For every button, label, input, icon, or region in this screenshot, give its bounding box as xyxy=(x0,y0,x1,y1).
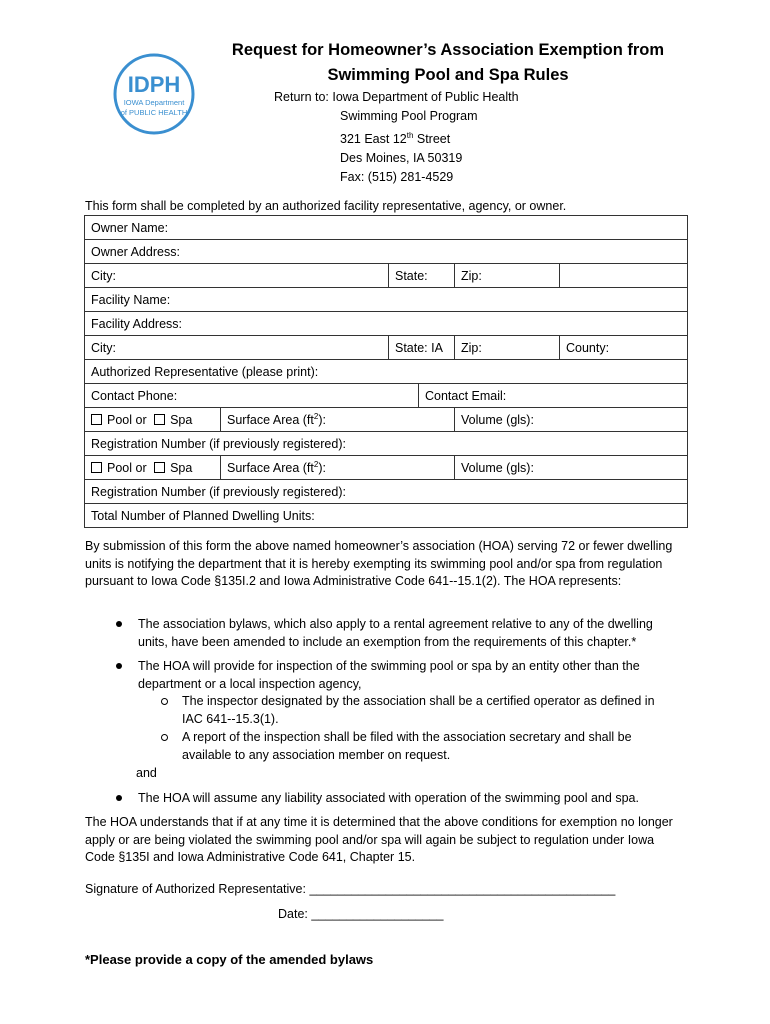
title-line1: Request for Homeowner’s Association Exemption from xyxy=(231,41,665,59)
pool-spa-cell-1: Pool or Spa xyxy=(85,408,221,432)
understands-paragraph: The HOA understands that if at any time it is determined that the above conditions for exemption no longer apply or are being violated the swimming pool and/or spa will again be subject to regulation under Iowa Code §135I and Iowa Administrative Code 641, Chapter 15. xyxy=(85,815,673,864)
sub-bullet-circle xyxy=(161,734,168,741)
facility-county-field[interactable]: County: xyxy=(560,336,688,360)
spa-checkbox-2[interactable] xyxy=(154,462,165,473)
logo-main: IDPH xyxy=(127,72,181,97)
return-program: Swimming Pool Program xyxy=(340,109,478,123)
registration-field-2[interactable]: Registration Number (if previously registered): xyxy=(85,480,688,504)
contact-email-field[interactable]: Contact Email: xyxy=(419,384,688,408)
surface-area-field-1[interactable]: Surface Area $(ft^2)$: xyxy=(221,408,455,432)
and-text: and xyxy=(136,766,157,780)
sub-bullet-circle xyxy=(161,698,168,705)
bullet-liability: The HOA will assume any liability associated with operation of the swimming pool and spa. xyxy=(138,791,639,805)
intro-text: This form shall be completed by an authorized facility representative, agency, or owner. xyxy=(85,199,567,213)
owner-extra-field[interactable] xyxy=(560,264,688,288)
bullet-bylaws: The association bylaws, which also apply to a rental agreement relative to any of the dwelling units, have been amended to include an exemption from the requirements of this chapter.* xyxy=(138,617,653,649)
title-line2: Swimming Pool and Spa Rules xyxy=(327,66,569,84)
facility-address-field[interactable]: Facility Address: xyxy=(85,312,688,336)
bullet-dot xyxy=(116,795,122,801)
sub-bullet-report: A report of the inspection shall be filed with the association secretary and shall be available to any association member on request. xyxy=(182,730,632,762)
request-form-table xyxy=(84,215,688,528)
owner-zip-field[interactable]: Zip: xyxy=(455,264,560,288)
owner-city-field[interactable]: City: xyxy=(85,264,389,288)
return-fax: Fax: (515) 281-4529 xyxy=(340,170,454,185)
facility-state-field[interactable]: State: IA xyxy=(389,336,455,360)
sub-bullet-inspector: The inspector designated by the association shall be a certified operator as defined in IAC 641--15.3(1). xyxy=(182,694,655,726)
owner-state-field[interactable]: State: xyxy=(389,264,455,288)
return-label: Return to: Iowa Department of Public Health xyxy=(274,90,519,104)
bullet-inspection: The HOA will provide for inspection of the swimming pool or spa by an entity other than the department or a local inspection agency, xyxy=(138,659,640,691)
idph-logo xyxy=(112,52,196,136)
bullet-dot xyxy=(116,621,122,627)
contact-phone-field[interactable]: Contact Phone: xyxy=(85,384,419,408)
facility-name-field[interactable]: Facility Name: xyxy=(85,288,688,312)
footnote: *Please provide a copy of the amended bylaws xyxy=(85,952,374,967)
return-city: Des Moines, IA 50319 xyxy=(340,151,463,166)
return-street: 321 East 12th Street xyxy=(340,131,451,147)
surface-area-field-2[interactable]: Surface Area $(ft^2)$: xyxy=(221,456,455,480)
auth-rep-field[interactable]: Authorized Representative (please print): xyxy=(85,360,688,384)
volume-field-1[interactable]: Volume (gls): xyxy=(455,408,688,432)
signature-line[interactable]: Signature of Authorized Representative: ____________________________________________ xyxy=(85,882,616,896)
volume-field-2[interactable]: Volume (gls): xyxy=(455,456,688,480)
spa-checkbox-1[interactable] xyxy=(154,414,165,425)
pool-spa-cell-2: Pool or Spa xyxy=(85,456,221,480)
statement-paragraph: By submission of this form the above named homeowner’s association (HOA) serving 72 or fewer dwelling units is notifying the department that it is hereby exempting its swimming pool and/or spa from regulation pursuant to Iowa Code §135I.2 and Iowa Administrative Code 641--15.1(2). The HOA represents: xyxy=(85,539,673,588)
total-units-field[interactable]: Total Number of Planned Dwelling Units: xyxy=(85,504,688,528)
pool-checkbox-2[interactable] xyxy=(91,462,102,473)
facility-zip-field[interactable]: Zip: xyxy=(455,336,560,360)
owner-name-field[interactable]: Owner Name: xyxy=(85,216,688,240)
registration-field-1[interactable]: Registration Number (if previously registered): xyxy=(85,432,688,456)
bullet-dot xyxy=(116,663,122,669)
logo-sub1: IOWA Department xyxy=(123,98,185,107)
return-address xyxy=(274,88,519,187)
date-line[interactable]: Date: ___________________ xyxy=(278,907,444,921)
form-title xyxy=(208,38,688,88)
pool-checkbox-1[interactable] xyxy=(91,414,102,425)
facility-city-field[interactable]: City: xyxy=(85,336,389,360)
owner-address-field[interactable]: Owner Address: xyxy=(85,240,688,264)
logo-sub2: of PUBLIC HEALTH xyxy=(120,108,188,117)
